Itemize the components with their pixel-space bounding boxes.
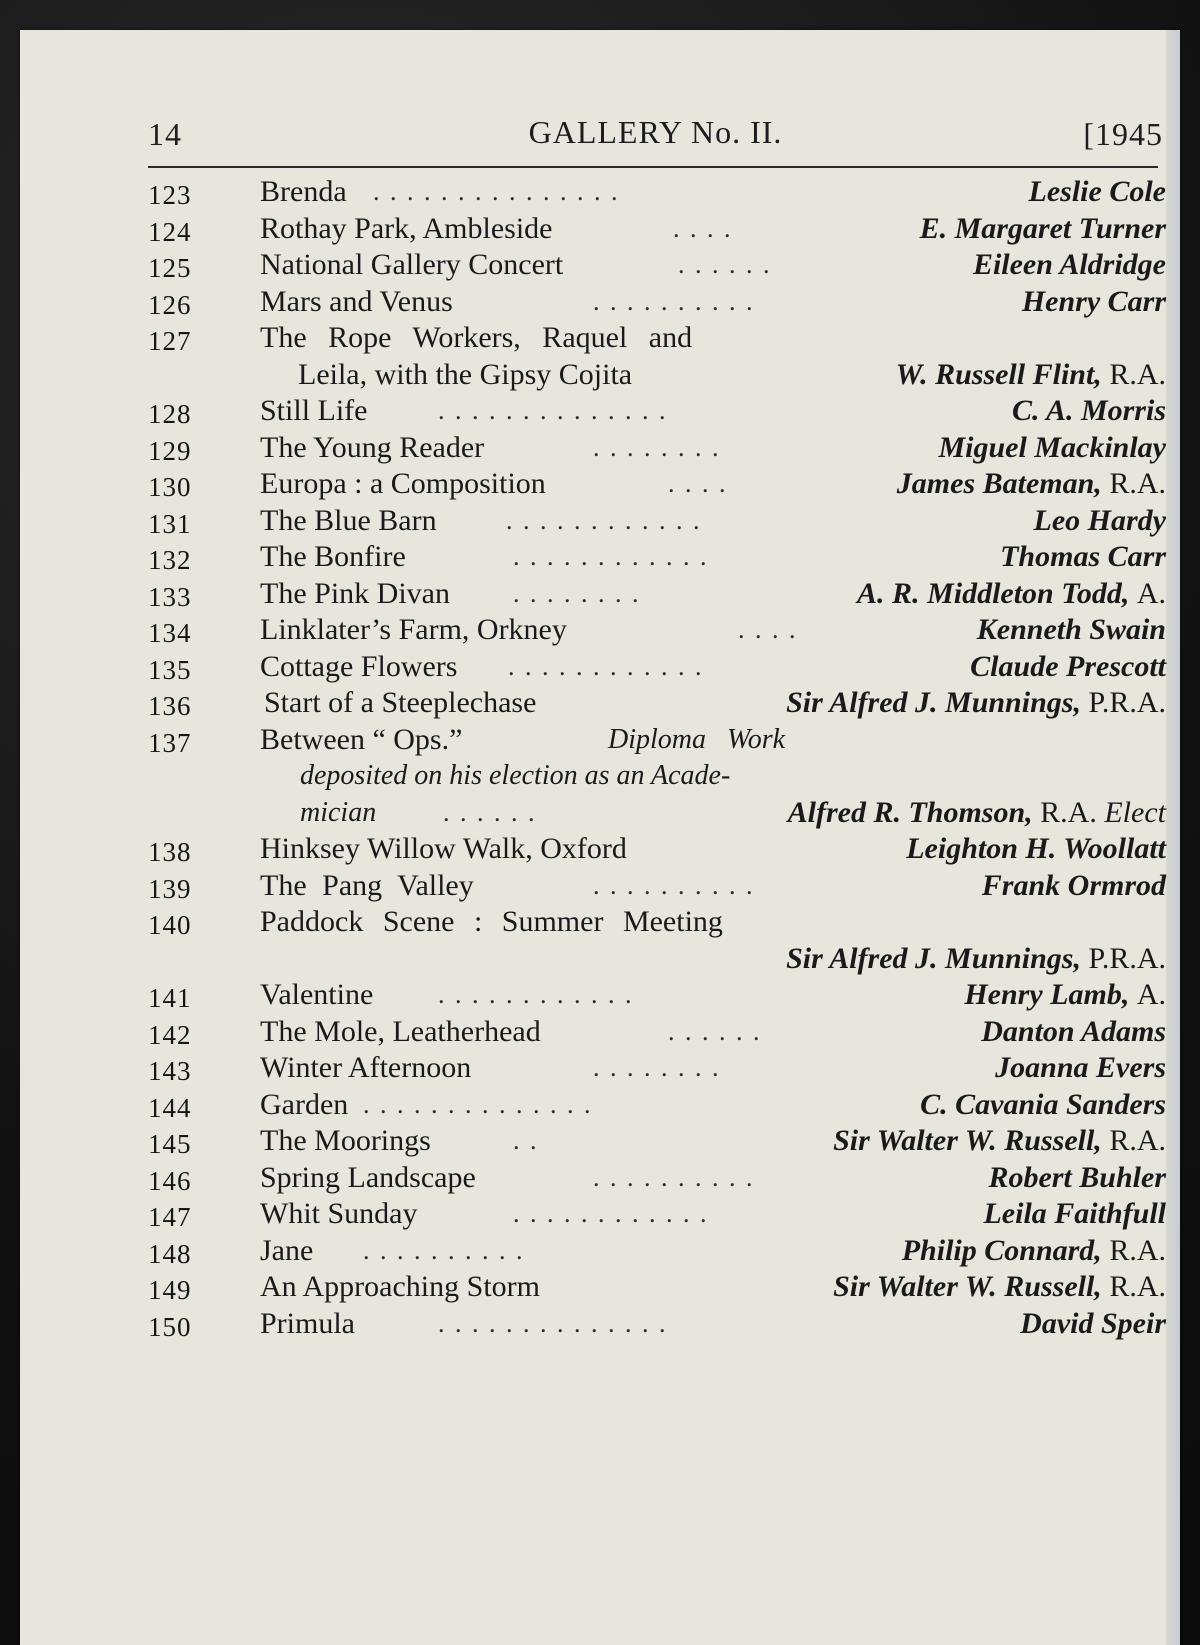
artist-name: Joanna Evers [995,1051,1166,1084]
catalogue-entry [148,1087,1166,1124]
entry-title: Winter Afternoon [260,1051,472,1084]
entry-title: The Pang Valley [260,868,474,902]
entry-title: Paddock Scene : Summer Meeting [260,905,723,938]
entry-title: Mars and Venus [260,284,453,318]
entry-title: Garden [260,1087,349,1121]
artist-name: Thomas Carr [1000,540,1166,573]
artist-honorific: R.A. [1109,1233,1166,1267]
entry-title: The Moorings [260,1124,431,1157]
catalogue-entry [148,1014,1166,1051]
entry-title: The Pink Divan [260,576,450,610]
entry-number: 136 [148,691,192,721]
entry-number: 139 [148,873,192,904]
page-number: 14 [148,116,182,152]
artist-name: David Speir [1020,1306,1166,1340]
entry-artist [833,1123,1166,1160]
artist-name: Sir Alfred J. Munnings, [786,686,1081,719]
artist-honorific: R.A. [1109,467,1166,500]
entry-title: Start of a Steeplechase [264,686,537,719]
entry-artist [897,466,1166,503]
leader-dots: . . . . . . . . . . [593,870,755,900]
entry-title: Cottage Flowers [260,649,458,683]
header-rule [148,166,1158,168]
artist-honorific: R.A. [1109,1124,1166,1157]
catalogue-entry [148,393,1166,430]
catalogue-entry [148,430,1166,467]
artist-name: Eileen Aldridge [972,248,1166,281]
catalogue-entry [148,649,1166,686]
running-head [148,108,1163,158]
catalogue-entry [148,1160,1166,1197]
artist-name: Leila Faithfull [983,1197,1166,1230]
leader-dots: . . . . [738,615,798,644]
catalogue-entry [148,539,1166,576]
entry-number: 142 [148,1019,192,1050]
artist-honorific: A. [1136,576,1166,610]
entry-title: Hinksey Willow Walk, Oxford [260,832,627,865]
artist-name: Alfred R. Thomson, [787,795,1033,829]
leader-dots: . . . . . . . . . . . . . . . [373,177,620,206]
catalogue-entry [148,685,1166,722]
entry-title: An Approaching Storm [260,1270,540,1303]
entry-title: Jane [260,1233,314,1267]
leader-dots: . . . . . . . . . . . . . . [438,396,668,425]
entry-number: 128 [148,399,192,429]
artist-name: James Bateman, [896,467,1102,500]
catalogue-entry [148,1306,1166,1343]
artist-name: Henry Carr [1021,284,1166,318]
artist-name: Claude Prescott [970,649,1166,683]
catalogue-entry [148,868,1166,905]
catalogue-entry [148,466,1166,503]
catalogue-entry [148,174,1166,211]
entry-number: 143 [148,1056,192,1086]
catalogue-entry [148,1050,1166,1087]
leader-dots: . . . . . . [443,797,537,827]
leader-dots: . . . . . . . . . . . . [506,505,702,535]
catalogue-entry [148,904,1166,941]
gallery-title: GALLERY No. II. [528,114,783,150]
catalogue-entry [148,831,1166,868]
entry-number: 145 [148,1129,192,1159]
entry-artist [896,357,1166,394]
entry-number: 127 [148,326,192,356]
entry-artist [973,247,1166,284]
entry-number: 124 [148,216,192,247]
entry-number: 134 [148,618,192,648]
entry-title: Between “ Ops.” [260,722,463,756]
leader-dots: . . . . . . . . [593,1053,721,1082]
leader-dots: . . . . . . . . . . . . [438,980,634,1009]
entry-artist [1020,1306,1166,1343]
leader-dots: . . . . . . . . . . . . . . [438,1308,668,1338]
leader-dots: . . . . . . [678,250,772,279]
entry-number: 133 [148,581,192,612]
catalogue-entry-continuation [148,357,1166,394]
catalogue-entry [148,612,1166,649]
leader-dots: . . . . . . . . [513,578,641,608]
entry-title: Valentine [260,978,374,1011]
catalogue-entries [148,174,1166,1342]
entry-title: The Bonfire [260,540,406,573]
artist-name: Leslie Cole [1028,175,1166,208]
entry-artist [920,211,1166,248]
catalogue-entry [148,1196,1166,1233]
artist-name: W. Russell Flint, [895,357,1102,391]
catalogue-entry [148,722,1166,759]
catalogue-entry [148,1233,1166,1270]
entry-title: The Young Reader [260,430,485,464]
artist-honorific: R.A. [1040,795,1097,829]
artist-name: C. Cavania Sanders [920,1087,1166,1121]
leader-dots: . . . . [673,213,733,243]
artist-name: Philip Connard, [901,1233,1102,1267]
entry-artist [964,977,1166,1014]
leader-dots: . . . . . . . . . . [593,1162,755,1192]
entry-artist [983,1196,1166,1233]
entry-title: Still Life [260,394,368,427]
entry-artist [833,1269,1166,1306]
entry-number: 140 [148,910,192,940]
entry-artist [857,576,1166,613]
entry-artist [1029,174,1166,211]
entry-title: Europa : a Composition [260,467,546,500]
entry-artist [902,1233,1166,1270]
entry-number: 137 [148,727,192,758]
artist-name: C. A. Morris [1012,394,1166,427]
artist-name: A. R. Middleton Todd, [857,576,1130,610]
entry-artist [920,1087,1166,1124]
entry-number: 129 [148,435,192,466]
artist-status: Elect [1104,795,1166,829]
catalogue-entry [148,576,1166,613]
entry-title: Primula [260,1306,355,1340]
catalogue-entry [148,284,1166,321]
artist-name: Kenneth Swain [976,613,1166,646]
entry-number: 138 [148,837,192,867]
entry-title: Linklater’s Farm, Orkney [260,613,567,646]
entry-number: 144 [148,1092,192,1123]
leader-dots: . . . . . . . . . . [363,1235,525,1265]
entry-title-continued: Leila, with the Gipsy Cojita [298,357,633,391]
entry-artist [1000,539,1166,576]
catalogue-entry-continuation [148,941,1166,978]
entry-number: 132 [148,545,192,575]
entry-artist [981,1014,1166,1051]
artist-name: Robert Buhler [988,1160,1166,1194]
catalogue-entry [148,503,1166,540]
entry-artist [1022,284,1166,321]
entry-number: 131 [148,508,192,539]
entry-number: 146 [148,1165,192,1196]
artist-name: E. Margaret Turner [919,211,1166,245]
year-label: [1945 [1083,116,1163,152]
entry-note: Diploma Work [608,723,786,755]
catalogue-entry-continuation [148,795,1166,832]
entry-artist [786,941,1166,978]
entry-title: Brenda [260,175,347,208]
catalogue-entry [148,320,1166,357]
entry-artist [977,612,1166,649]
artist-name: Miguel Mackinlay [938,430,1166,464]
entry-artist [988,1160,1166,1197]
entry-number: 135 [148,654,192,685]
catalogue-entry [148,1269,1166,1306]
artist-honorific: R.A. [1109,357,1166,391]
artist-name: Leo Hardy [1033,503,1166,537]
artist-name: Henry Lamb, [964,978,1130,1011]
entry-number: 148 [148,1238,192,1269]
entry-artist [1034,503,1166,540]
artist-honorific: P.R.A. [1088,686,1166,719]
entry-number: 123 [148,180,192,210]
leader-dots: . . [513,1126,539,1155]
entry-note-continued: deposited on his election as an Acade- [300,760,731,791]
entry-title: The Blue Barn [260,503,437,537]
entry-number: 149 [148,1275,192,1305]
page-edge [1166,30,1180,1645]
catalogue-entry-continuation [148,758,1166,795]
artist-name: Sir Alfred J. Munnings, [786,941,1081,975]
artist-name: Frank Ormrod [981,868,1166,902]
artist-honorific: A. [1136,978,1166,1011]
entry-title: Rothay Park, Ambleside [260,211,553,245]
leader-dots: . . . . . . . . [593,432,721,462]
catalogue-entry [148,977,1166,1014]
leader-dots: . . . . . . [668,1016,762,1046]
catalogue-entry [148,247,1166,284]
catalogue-entry [148,1123,1166,1160]
leader-dots: . . . . . . . . . . . . [508,651,704,681]
entry-title: Whit Sunday [260,1197,418,1230]
entry-number: 130 [148,472,192,502]
entry-title: Spring Landscape [260,1160,476,1194]
artist-name: Sir Walter W. Russell, [833,1270,1102,1303]
leader-dots: . . . . . . . . . . . . [513,1199,709,1228]
artist-name: Danton Adams [981,1014,1166,1048]
entry-title: National Gallery Concert [260,248,564,281]
entry-number: 125 [148,253,192,283]
entry-number: 141 [148,983,192,1013]
entry-title: The Rope Workers, Raquel and [260,321,693,354]
entry-number: 147 [148,1202,192,1232]
artist-honorific: R.A. [1109,1270,1166,1303]
entry-artist [788,795,1166,832]
entry-note-continued: mician [300,796,377,828]
entry-artist [938,430,1166,467]
entry-number: 150 [148,1311,192,1342]
entry-title: The Mole, Leatherhead [260,1014,541,1048]
catalogue-entry [148,211,1166,248]
artist-name: Leighton H. Woollatt [906,832,1166,865]
leader-dots: . . . . . . . . . . . . [513,542,709,571]
entry-artist [786,685,1166,722]
entry-artist [1012,393,1166,430]
entry-artist [970,649,1166,686]
entry-artist [982,868,1166,905]
leader-dots: . . . . . . . . . . [593,286,755,316]
artist-honorific: P.R.A. [1088,941,1166,975]
artist-name: Sir Walter W. Russell, [833,1124,1102,1157]
entry-artist [995,1050,1166,1087]
entry-number: 126 [148,289,192,320]
entry-artist [906,831,1166,868]
leader-dots: . . . . [668,469,728,498]
leader-dots: . . . . . . . . . . . . . . [363,1089,593,1119]
